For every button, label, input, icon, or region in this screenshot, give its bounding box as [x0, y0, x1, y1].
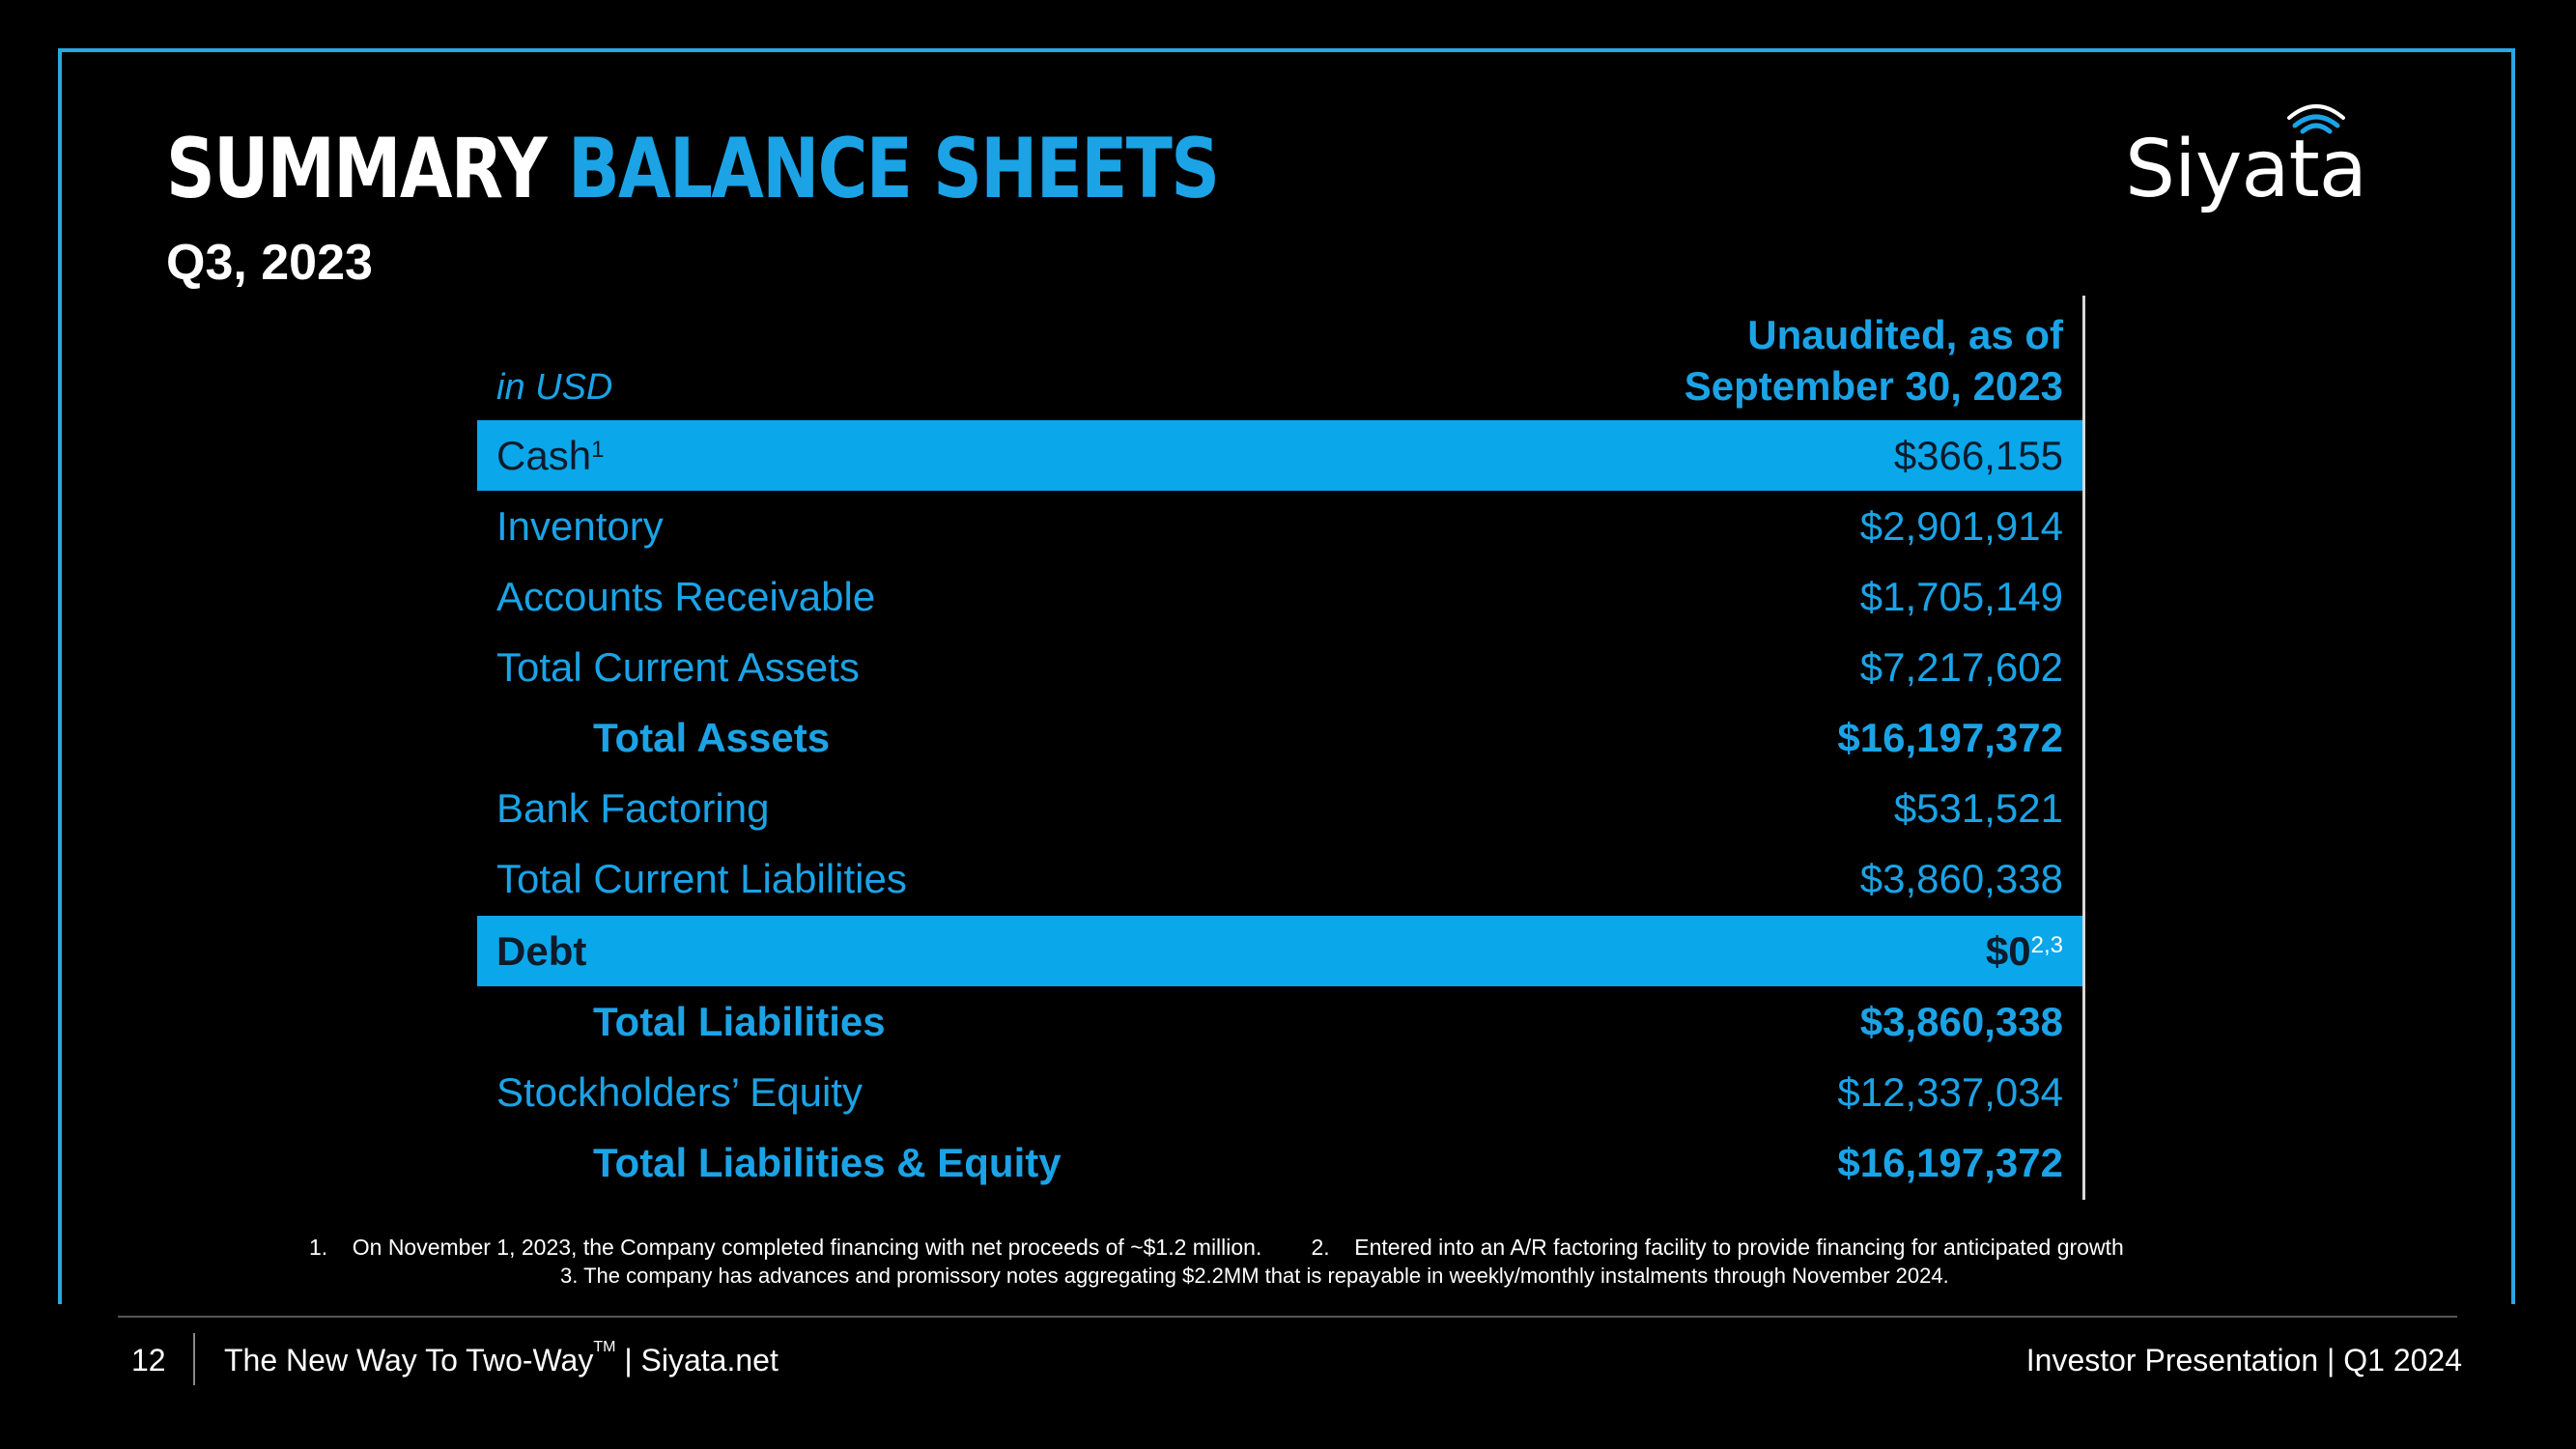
- row-label: Total Current Assets: [496, 644, 860, 690]
- page-number: 12: [131, 1343, 166, 1378]
- title-blue-part: BALANCE SHEETS: [567, 121, 1219, 217]
- row-value: $366,155: [1893, 433, 2063, 478]
- slide-subtitle: Q3, 2023: [166, 235, 373, 291]
- row-value: $1,705,149: [1859, 574, 2063, 619]
- trademark: TM: [593, 1339, 616, 1355]
- table-row-total-assets: [477, 702, 2082, 773]
- row-label: Total Current Liabilities: [496, 856, 907, 901]
- row-label: Total Liabilities & Equity: [593, 1140, 1062, 1185]
- row-label: Cash$^1$: [496, 433, 605, 478]
- table-row-accounts-receivable: [477, 561, 2082, 632]
- footnote-ref: 1: [591, 437, 605, 463]
- footer-site[interactable]: | Siyata.net: [615, 1343, 778, 1378]
- row-label: Debt: [496, 928, 587, 974]
- table-row-inventory: [477, 491, 2082, 561]
- row-value: $2,901,914: [1859, 503, 2063, 549]
- footnote-ref: 2,3: [2030, 932, 2063, 958]
- row-label: Stockholders’ Equity: [496, 1069, 863, 1115]
- row-label: Total Assets: [593, 715, 831, 760]
- row-value: $7,217,602: [1859, 644, 2063, 690]
- row-value: $12,337,034: [1837, 1069, 2063, 1115]
- unit-label: in USD: [496, 367, 613, 408]
- table-row-total-current-assets: [477, 632, 2082, 702]
- footnote-1-2: 1. On November 1, 2023, the Company completed financing with net proceeds of ~$1.2 million. 2. Entered into an A/R factoring facility to provide financing for anticipated growth: [309, 1235, 2124, 1260]
- table-row-total-liabilities: [477, 986, 2082, 1057]
- column-header-line2: September 30, 2023: [1684, 363, 2063, 409]
- row-value: $16,197,372: [1837, 715, 2063, 760]
- siyata-logo: [2125, 97, 2405, 213]
- table-row-stockholders-equity: [477, 1057, 2082, 1127]
- column-header-line1: Unaudited, as of: [1747, 312, 2063, 357]
- row-value: $531,521: [1893, 785, 2063, 831]
- row-value: $3,860,338: [1859, 856, 2063, 901]
- table-row-total-liabilities-equity: [477, 1127, 2082, 1198]
- row-label: Accounts Receivable: [496, 574, 876, 619]
- slide-title: [166, 121, 1218, 217]
- table-row-cash: [477, 420, 2082, 491]
- footer-separator: [193, 1333, 195, 1385]
- footer-presentation-label: Investor Presentation | Q1 2024: [2025, 1343, 2462, 1378]
- column-header: [1684, 309, 2063, 412]
- table-row-debt: [477, 916, 2082, 986]
- row-value: $0$^{2,3}$: [1985, 928, 2063, 974]
- footer-tagline: The New Way To Two-Way™ | Siyata.net: [224, 1339, 778, 1378]
- title-white-part: SUMMARY: [166, 121, 547, 217]
- table-row-bank-factoring: [477, 773, 2082, 843]
- balance-sheet-table: [477, 296, 2085, 1200]
- row-label: Bank Factoring: [496, 785, 770, 831]
- row-value: $3,860,338: [1859, 999, 2063, 1044]
- row-value: $16,197,372: [1837, 1140, 2063, 1185]
- footnote-3: 3. The company has advances and promissory notes aggregating $2.2MM that is repayable in weekly/monthly instalments through November 2024.: [560, 1264, 1949, 1288]
- logo-wordmark: Siyata: [2125, 124, 2367, 215]
- table-row-total-current-liabilities: [477, 843, 2082, 914]
- row-label: Inventory: [496, 503, 664, 549]
- row-label: Total Liabilities: [593, 999, 886, 1044]
- footer-divider: [118, 1316, 2457, 1318]
